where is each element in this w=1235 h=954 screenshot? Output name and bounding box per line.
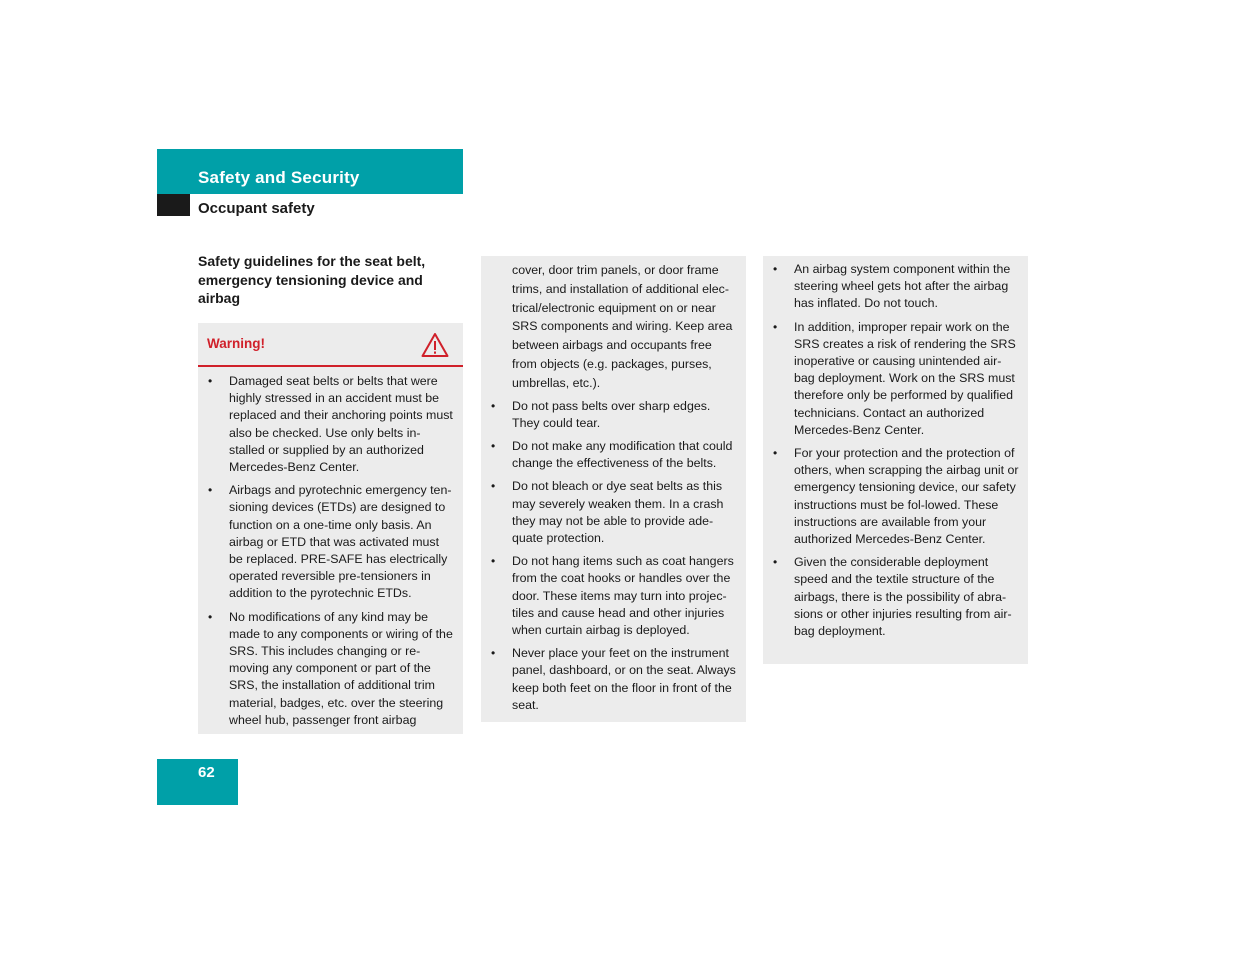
warning-list-col3 [763,256,1028,640]
bullet-icon: • [491,398,496,413]
warning-list-col2 [481,256,746,714]
bullet-icon: • [208,483,213,498]
bullet-icon: • [491,646,496,661]
bullet-icon: • [208,374,213,388]
list-item: • Do not hang items such as coat hangers from the coat hooks or handles over the door. These items may turn into projec-tiles and cause head and other injuries when curtain airbag is deployed. [491,554,734,638]
page-number: 62 [198,764,215,781]
warning-label: Warning! [207,336,265,351]
warning-triangle-icon [421,332,449,358]
bullet-icon: • [491,438,496,453]
list-item: • Do not make any modification that could change the effectiveness of the belts. [491,438,733,471]
list-item: • An airbag system component within the steering wheel gets hot after the airbag has inflated. Do not touch. [773,262,1011,311]
bullet-icon: • [491,554,496,569]
list-item-continuation: cover, door trim panels, or door frame trims, and installation of additional elec-trical/electronic equipment on or near SRS components and wiring. Keep area between airbags and occupants free from objects (e.g. packages, purses, umbrellas, etc.). [512,263,733,390]
list-item: • Damaged seat belts or belts that were highly stressed in an accident must be replaced and their anchoring points must also be checked. Use only belts in-stalled or supplied by an authorized Mercedes-Benz Center. [208,374,453,475]
bullet-icon: • [773,446,778,461]
warning-list-col1 [198,367,463,729]
chapter-title: Safety and Security [198,168,360,187]
section-heading: Safety guidelines for the seat belt, emergency tensioning device and airbag [198,253,426,306]
list-item: • Airbags and pyrotechnic emergency ten-sioning devices (ETDs) are designed to function on a one-time only basis. An airbag or ETD that was activated must be replaced. PRE-SAFE has electrically operated reversible pre-tensioners in addition to the pyrotechnic ETDs. [208,483,452,601]
list-item: • Do not pass belts over sharp edges. They could tear. [491,398,711,430]
warning-panel [198,323,463,734]
list-item: • Given the considerable deployment speed and the textile structure of the airbags, there is the possibility of abra-sions or other injuries resulting from air-bag deployment. [773,555,1012,639]
warning-panel-continued-2 [763,256,1028,664]
warning-panel-continued [481,256,746,722]
list-item: • Do not bleach or dye seat belts as this may severely weaken them. In a crash they may not be able to provide ade-quate protection. [491,479,724,545]
list-item: • For your protection and the protection of others, when scrapping the airbag unit or emergency tensioning device, our safety instructions must be fol-lowed. These instructions are available from your authorized Mercedes-Benz Center. [773,446,1019,547]
list-item: • Never place your feet on the instrument panel, dashboard, or on the seat. Always keep both feet on the floor in front of the seat. [491,646,736,712]
section-title: Occupant safety [198,200,315,217]
warning-header [198,323,463,367]
section-marker [157,194,190,216]
bullet-icon: • [773,319,778,334]
bullet-icon: • [491,479,496,494]
list-item: • No modifications of any kind may be made to any components or wiring of the SRS. This includes changing or re-moving any component or part of the SRS, the installation of additional trim material, badges, etc. over the steering wheel hub, passenger front airbag [208,609,453,727]
list-item: • In addition, improper repair work on the SRS creates a risk of rendering the SRS inoperative or causing unintended air-bag deployment. Work on the SRS must therefore only be performed by qualified technicians. Contact an authorized Mercedes-Benz Center. [773,319,1016,437]
bullet-icon: • [773,262,778,276]
bullet-icon: • [773,555,778,570]
bullet-icon: • [208,609,213,624]
